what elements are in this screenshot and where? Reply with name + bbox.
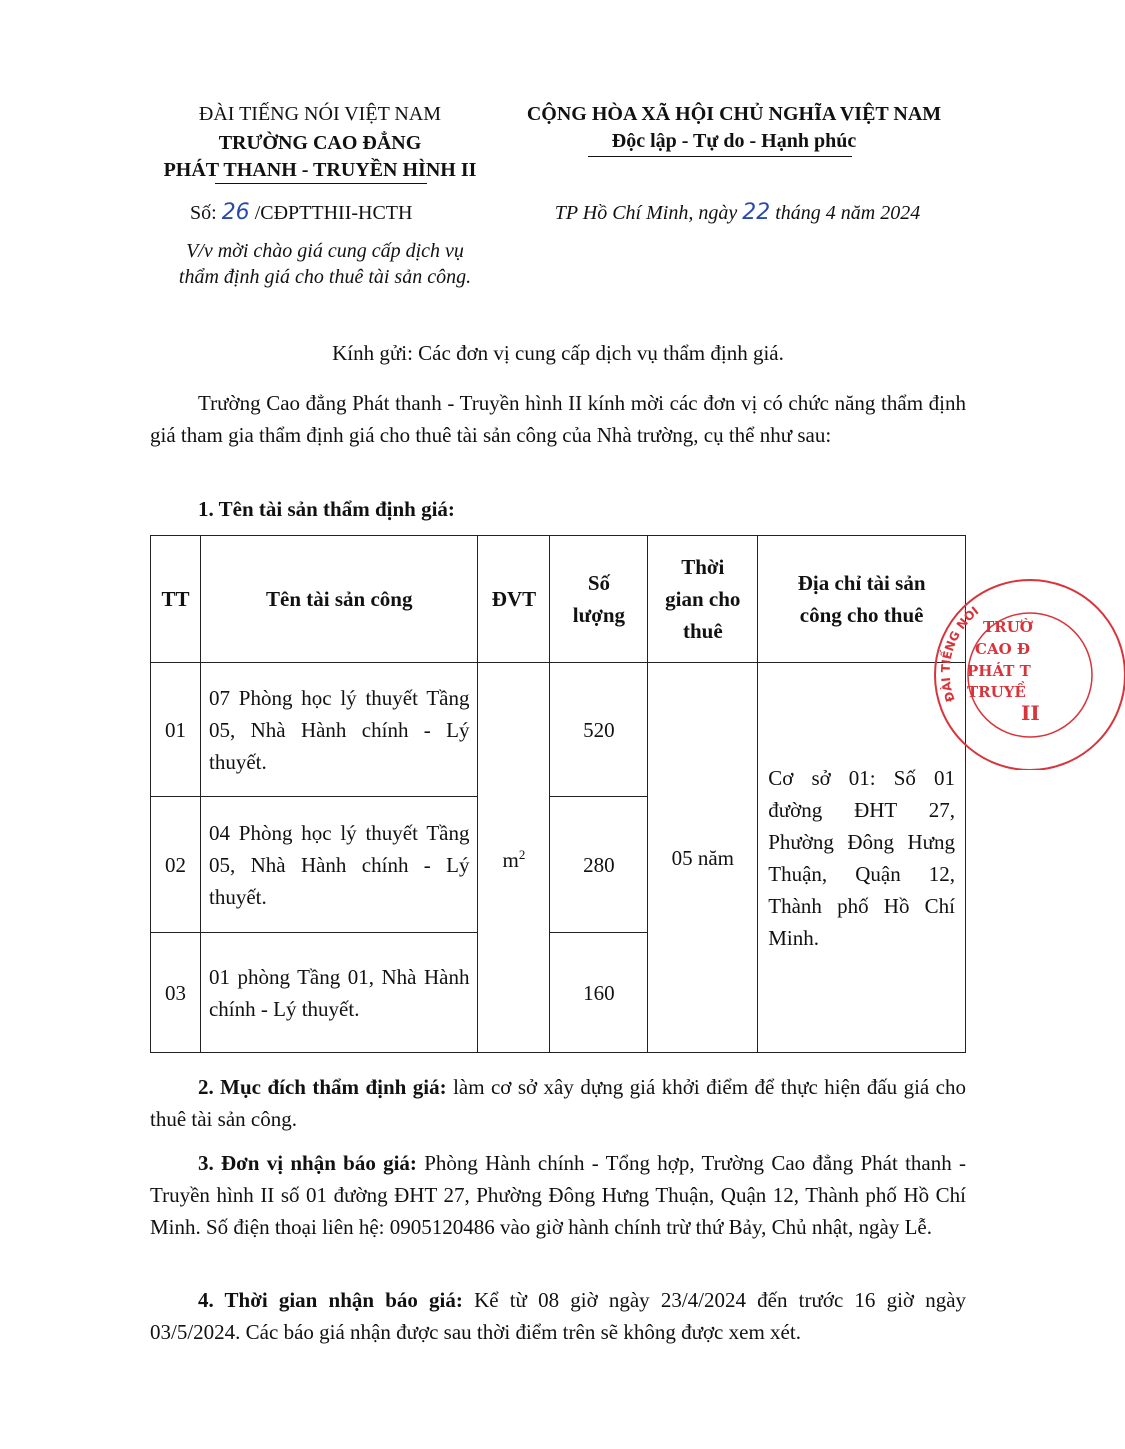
subject-line2: thẩm định giá cho thuê tài sản công. — [178, 266, 472, 288]
row-asset-name: 04 Phòng học lý thuyết Tầng 05, Nhà Hành chính - Lý thuyết. — [200, 797, 478, 933]
section3-paragraph — [150, 1147, 966, 1243]
unit-cell — [478, 663, 550, 1053]
header-left-underline — [215, 183, 427, 184]
intro-paragraph: Trường Cao đẳng Phát thanh - Truyền hình II kính mời các đơn vị có chức năng thẩm định giá tham gia thẩm định giá cho thuê tài sản công của Nhà trường, cụ thể như sau: — [150, 391, 966, 447]
row-tt: 01 — [151, 663, 201, 797]
svg-text:TRUYỀ: TRUYỀ — [967, 683, 1026, 701]
header-qty-line2: lượng — [572, 603, 626, 627]
header-name: Tên tài sản công — [200, 536, 478, 663]
row-tt: 03 — [151, 933, 201, 1053]
svg-text:PHÁT T: PHÁT T — [967, 662, 1031, 680]
section1-title: 1. Tên tài sản thẩm định giá: — [198, 497, 455, 521]
unit-exponent: 2 — [518, 847, 526, 862]
date-suffix: tháng 4 năm 2024 — [775, 202, 921, 224]
section4-paragraph — [150, 1284, 966, 1348]
table-row — [151, 663, 966, 797]
svg-text:II: II — [1021, 701, 1040, 725]
header-time-line3: thuê — [682, 619, 723, 643]
row-qty: 280 — [550, 797, 648, 933]
document-number — [190, 198, 510, 228]
section3-text: Phòng Hành chính - Tổng hợp, Trường Cao đẳng Phát thanh - Truyền hình II số 01 đường ĐHT 27, Phường Đông Hưng Thuận, Quận 12, Thành phố Hồ Chí Minh. Số điện thoại liên hệ: 0905120486 vào giờ hành chính trừ thứ Bảy, Chủ nhật, ngày Lễ. — [150, 1151, 966, 1239]
header-unit: ĐVT — [478, 536, 550, 663]
duration-cell: 05 năm — [648, 663, 758, 1053]
subject-line1: V/v mời chào giá cung cấp dịch vụ — [186, 240, 464, 262]
number-prefix: Số: — [190, 202, 217, 224]
unit-base: m — [502, 848, 519, 872]
header-time-line2: gian cho — [665, 587, 741, 611]
school-name-line1: TRƯỜNG CAO ĐẲNG — [218, 132, 422, 154]
header-qty-line1: Số — [587, 571, 610, 595]
section4-label: 4. Thời gian nhận báo giá: — [198, 1288, 463, 1312]
date-prefix: TP Hồ Chí Minh, ngày — [554, 202, 738, 224]
row-qty: 160 — [550, 933, 648, 1053]
motto-underline — [588, 156, 852, 157]
section2-label: 2. Mục đích thẩm định giá: — [198, 1075, 447, 1099]
org-name: ĐÀI TIẾNG NÓI VIỆT NAM — [198, 103, 442, 125]
section2-paragraph — [150, 1071, 966, 1135]
row-qty: 520 — [550, 663, 648, 797]
motto: Độc lập - Tự do - Hạnh phúc — [611, 130, 857, 152]
row-asset-name: 01 phòng Tầng 01, Nhà Hành chính - Lý thuyết. — [200, 933, 478, 1053]
nation-title: CỘNG HÒA XÃ HỘI CHỦ NGHĨA VIỆT NAM — [526, 103, 942, 125]
recipient-line: Kính gửi: Các đơn vị cung cấp dịch vụ thẩm định giá. — [332, 341, 784, 365]
header-qty — [550, 536, 648, 663]
header-address-line1: Địa chỉ tài sản — [797, 571, 926, 595]
school-name-line2: PHÁT THANH - TRUYỀN HÌNH II — [163, 159, 477, 181]
header-time — [648, 536, 758, 663]
header-time-line1: Thời — [681, 555, 725, 579]
assets-table — [150, 535, 966, 1053]
address-cell: Cơ sở 01: Số 01 đường ĐHT 27, Phường Đông Hưng Thuận, Quận 12, Thành phố Hồ Chí Minh. — [758, 663, 966, 1053]
svg-text:TRƯỜ: TRƯỜ — [983, 618, 1033, 636]
header-address-line2: công cho thuê — [799, 603, 924, 627]
svg-text:ĐÀI TIẾNG NÓI: ĐÀI TIẾNG NÓI — [938, 603, 982, 704]
document-date — [500, 198, 975, 228]
header-tt: TT — [151, 536, 201, 663]
row-tt: 02 — [151, 797, 201, 933]
table-header-row — [151, 536, 966, 663]
number-suffix: /CĐPTTHII-HCTH — [254, 202, 413, 224]
svg-text:CAO Đ: CAO Đ — [975, 640, 1030, 658]
date-day-handwritten: 22 — [742, 200, 771, 225]
section4-text: Kể từ 08 giờ ngày 23/4/2024 đến trước 16 giờ ngày 03/5/2024. Các báo giá nhận được sau thời điểm trên sẽ không được xem xét. — [150, 1288, 967, 1344]
section2-text: làm cơ sở xây dựng giá khởi điểm để thực hiện đấu giá cho thuê tài sản công. — [150, 1075, 966, 1131]
official-seal — [925, 570, 1125, 770]
number-handwritten: 26 — [221, 200, 250, 225]
row-asset-name: 07 Phòng học lý thuyết Tầng 05, Nhà Hành chính - Lý thuyết. — [200, 663, 478, 797]
section3-label: 3. Đơn vị nhận báo giá: — [198, 1151, 417, 1175]
